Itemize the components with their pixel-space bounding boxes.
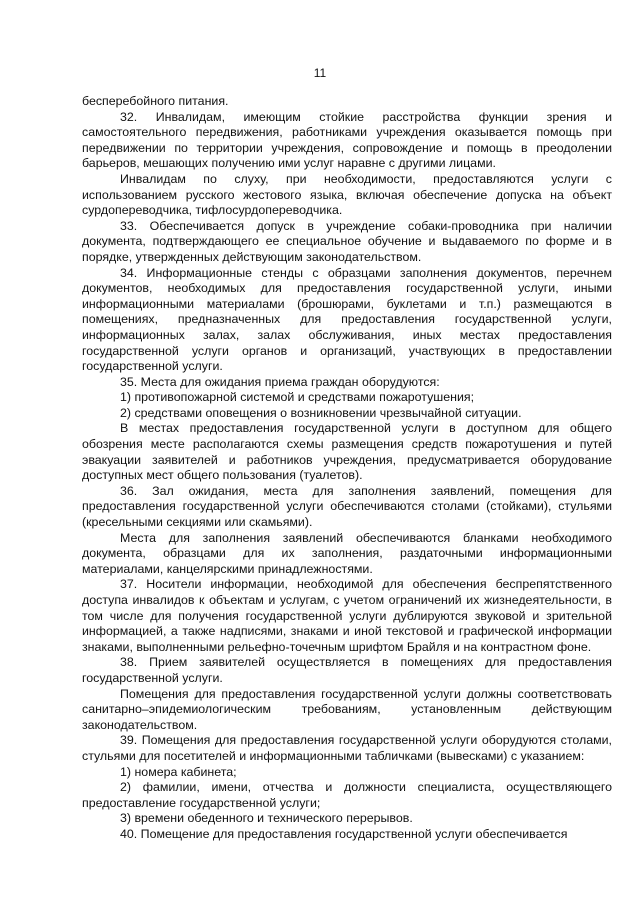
paragraph: 32. Инвалидам, имеющим стойкие расстройства функции зрения и самостоятельного передвижения, работниками учреждения оказывается помощь при передвижении по территории учреждения, сопровождение и помощь в преодолении барьеров, мешающих получению ими услуг наравне с другими лицами. [82,109,612,171]
list-item: 2) фамилии, имени, отчества и должности специалиста, осуществляющего предоставление государственной услуги; [82,780,612,810]
list-item: 2) средствами оповещения о возникновении чрезвычайной ситуации. [120,405,522,420]
paragraph: Инвалидам по слуху, при необходимости, предоставляются услуги с использованием русского жестового языка, включая обеспечение допуска на объект сурдопереводчика, тифлосурдопереводчика. [82,171,612,218]
document-body [82,94,612,843]
paragraph: 39. Помещения для предоставления государственной услуги оборудуются столами, стульями для посетителей и информационными табличками (вывесками) с указанием: [82,733,612,763]
paragraph: Места для заполнения заявлений обеспечиваются бланками необходимого документа, образцами для их заполнения, раздаточными информационными материалами, канцелярскими принадлежностями. [82,530,612,576]
paragraph: 38. Прием заявителей осуществляется в помещениях для предоставления государственной услуги. [82,655,612,685]
paragraph: 35. Места для ожидания приема граждан оборудуются: [120,374,440,389]
paragraph: В местах предоставления государственной услуги в доступном для общего обозрения месте располагаются схемы размещения средств пожаротушения и путей эвакуации заявителей и работников учреждения, предусматривается оборудование доступных мест общего пользования (туалетов). [82,421,612,483]
paragraph: 40. Помещение для предоставления государственной услуги обеспечивается [120,826,568,841]
list-item: 1) противопожарной системой и средствами пожаротушения; [120,390,475,405]
paragraph: 37. Носители информации, необходимой для обеспечения беспрепятственного доступа инвалидов к объектам и услугам, с учетом ограничений их жизнедеятельности, в том числе для получения государственной услуги дублируются звуковой и зрительной информацией, а также надписями, знаками и иной текстовой и графической информации знаками, выполненными рельефно-точечным шрифтом Брайля и на контрастном фоне. [82,577,612,654]
page-number: 11 [313,66,327,80]
list-item: 1) номера кабинета; [120,764,237,779]
list-item: 3) времени обеденного и технического перерывов. [120,811,413,826]
paragraph: 34. Информационные стенды с образцами заполнения документов, перечнем документов, необходимых для предоставления государственной услуги, иными информационными материалами (брошюрами, буклетами и т.п.) размещаются в помещениях, предназначенных для предоставления государственной услуги, информационных залах, залах обслуживания, иных местах предоставления государственной услуги органов и организаций, участвующих в предоставлении государственной услуги. [82,265,612,374]
paragraph: бесперебойного питания. [82,94,229,108]
paragraph: 33. Обеспечивается допуск в учреждение собаки-проводника при наличии документа, подтверждающего ее специальное обучение и выдаваемого по форме и в порядке, утвержденных действующим законодательством. [82,218,612,264]
paragraph: Помещения для предоставления государственной услуги должны соответствовать санитарно–эпидемиологическим требованиям, установленным действующим законодательством. [82,686,612,732]
paragraph: 36. Зал ожидания, места для заполнения заявлений, помещения для предоставления государственной услуги обеспечиваются столами (стойками), стульями (кресельными секциями или скамьями). [82,483,612,530]
